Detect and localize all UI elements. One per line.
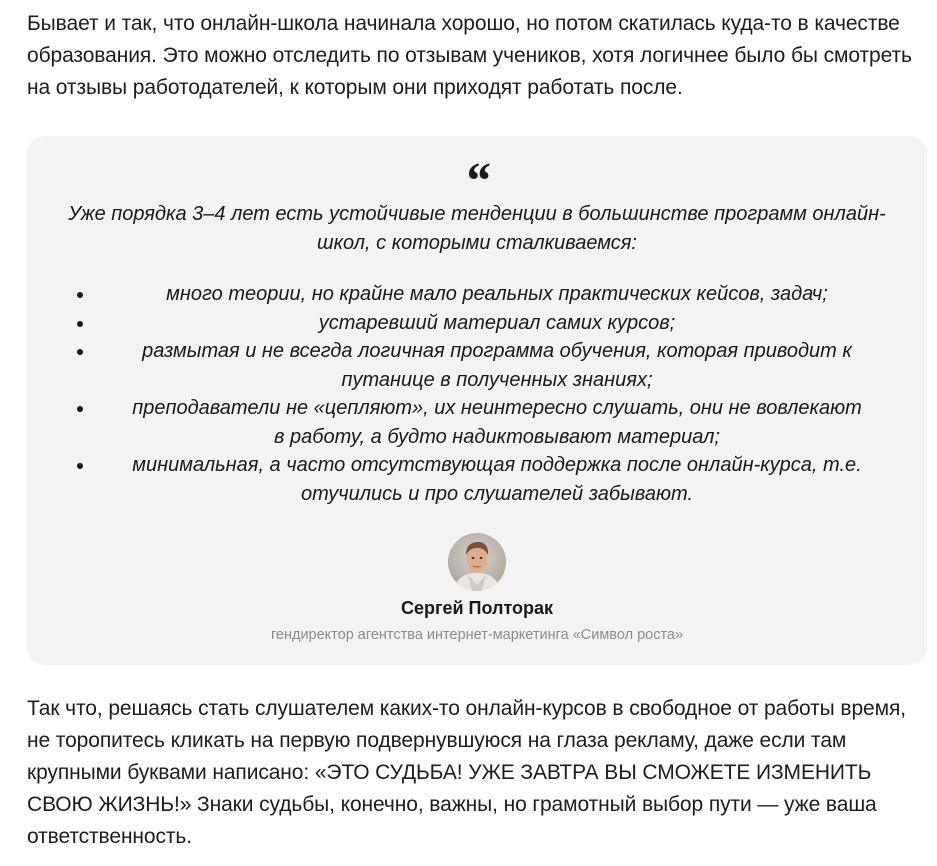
author-role: гендиректор агентства интернет-маркетинга «Символ роста» xyxy=(270,627,684,643)
list-item-text: минимальная, а часто отсутствующая поддержка после онлайн-курса, т.е. отучились и про слушателей забывают. xyxy=(132,454,862,505)
list-item xyxy=(27,451,927,508)
author-name: Сергей Полторак xyxy=(400,598,554,618)
outro-paragraph: Так что, решаясь стать слушателем каких-то онлайн-курсов в свободное от работы время, не торопитесь кликать на первую подвернувшуюся на глаза рекламу, даже если там крупными буквами написано: «ЭТО СУДЬБА! УЖЕ ЗАВТРА ВЫ СМОЖЕТЕ ИЗМЕНИТЬ СВОЮ ЖИЗНЬ!» Знаки судьбы, конечно, важны, но грамотный выбор пути — уже ваша ответственность. xyxy=(27,697,906,848)
quote-list xyxy=(27,280,927,508)
intro-paragraph: Бывает и так, что онлайн-школа начинала хорошо, но потом скатилась куда-то в качестве образования. Это можно отследить по отзывам учеников, хотя логичнее было бы смотреть на отзывы работодателей, к которым они приходят работать после. xyxy=(27,12,912,99)
bullet-icon xyxy=(77,349,83,355)
list-item-text: устаревший материал самих курсов; xyxy=(318,311,676,334)
list-item-text: много теории, но крайне мало реальных практических кейсов, задач; xyxy=(166,283,828,305)
list-item xyxy=(27,280,927,309)
author-avatar xyxy=(448,533,506,591)
quote-card xyxy=(27,136,927,665)
list-item-text: размытая и не всегда логичная программа обучения, которая приводит к путанице в полученных знаниях; xyxy=(142,340,852,391)
bullet-icon xyxy=(77,463,83,469)
quote-mark-icon: “ xyxy=(464,153,490,210)
avatar-portrait-icon xyxy=(448,533,506,591)
list-item-text: преподаватели не «цепляют», их неинтересно слушать, они не вовлекают в работу, а будто надиктовывают материал; xyxy=(132,397,862,448)
bullet-icon xyxy=(77,292,83,298)
bullet-icon xyxy=(77,406,83,412)
list-item xyxy=(27,309,927,338)
list-item xyxy=(27,394,927,451)
list-item xyxy=(27,337,927,394)
bullet-icon xyxy=(77,321,83,327)
quote-intro: Уже порядка 3–4 лет есть устойчивые тенденции в большинстве программ онлайн-школ, с которыми сталкиваемся: xyxy=(68,203,886,254)
